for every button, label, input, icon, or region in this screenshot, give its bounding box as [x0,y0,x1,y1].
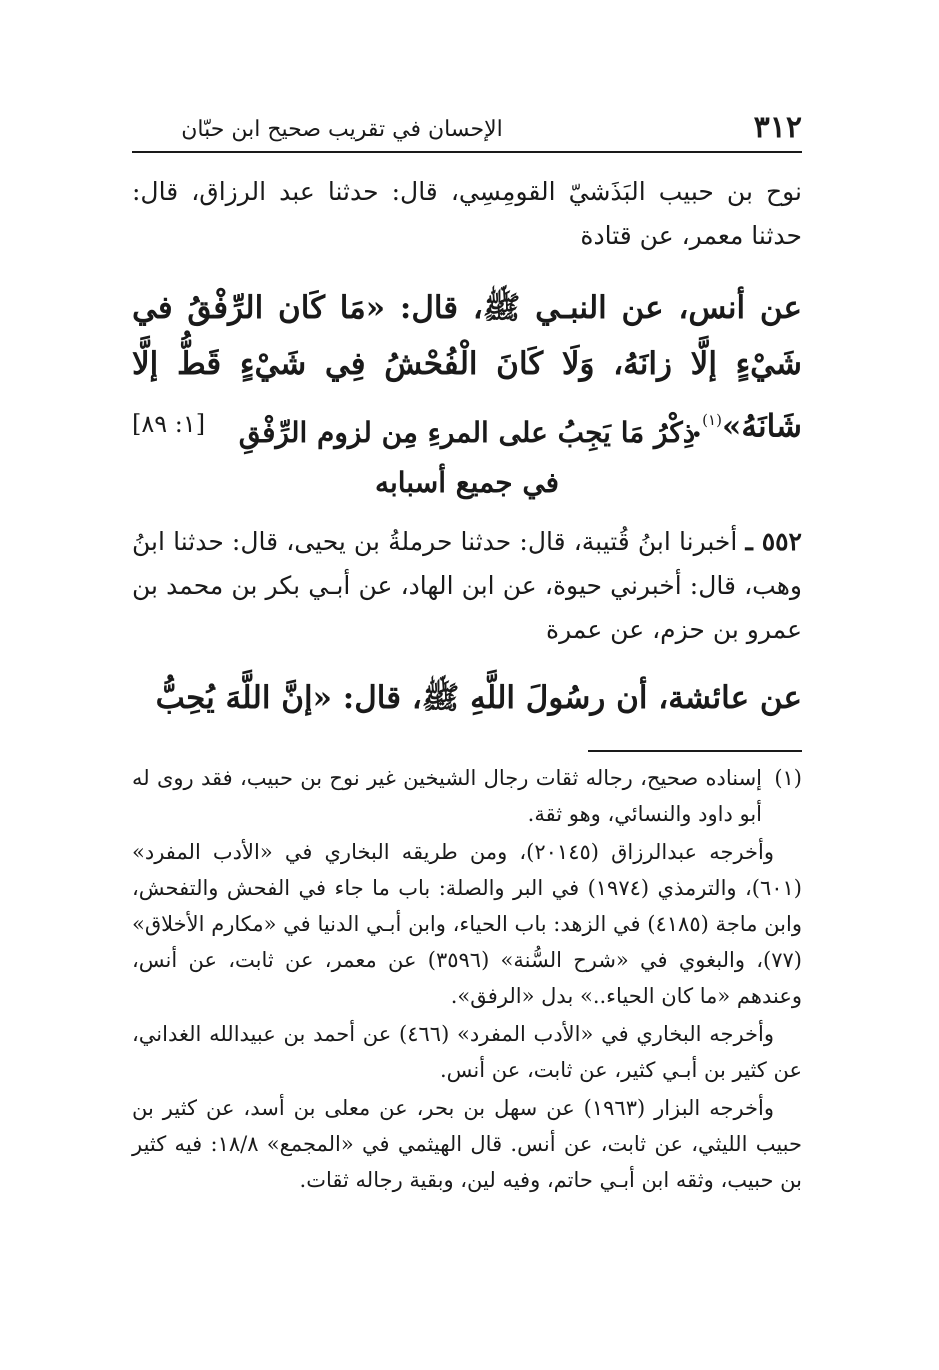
chapter-heading [132,408,802,508]
footnote-paragraph-3 [132,1016,802,1088]
footnote-marker: (١) [702,411,722,429]
page-number: ٣١٢ [753,110,802,145]
footnotes [132,760,802,1200]
hadith-552-matn [132,670,802,726]
hadith-number: ٥٥٢ ـ [745,527,802,556]
footnote-divider [588,750,802,752]
isnad-text: نوح بن حبيب البَذَشيّ القومِسِي، قال: حدثنا عبد الرزاق، قال: حدثنا معمر، عن قتادة [132,177,802,250]
matn-text: عن أنس، عن النبـي ﷺ، قال: «مَا كَان الرِّفْقُ في شَيْءٍ إلَّا زانَهُ، وَلَا كَانَ الْفُحْشُ فِي شَيْءٍ قَطُّ إلَّا شَانَهُ» [132,290,802,445]
chapter-heading-line-1: ذِكْرُ مَا يَجِبُ على المرءِ مِن لزوم الرِّفْقِ [238,416,696,449]
isnad-paragraph [132,170,802,258]
chapter-heading-line-2: في جميع أسبابه [374,466,560,499]
footnote-1-marker: (١) [774,766,802,790]
footnote-paragraph-4-text: وأخرجه البزار (١٩٦٣) عن سهل بن بحر، عن معلى بن أسد، عن كثير بن حبيب الليثي، عن ثابت، عن أنس. قال الهيثمي في «المجمع» ١٨/٨: فيه كثير بن حبيب، وثقه ابن أبـي حاتم، وفيه لين، وبقية رجاله ثقات. [132,1096,802,1192]
hadith-552-matn-text: عن عائشة، أن رسُولَ اللَّهِ ﷺ، قال: «إنَّ اللَّهَ يُحِبُّ [155,680,802,716]
page-header [132,108,802,148]
footnote-paragraph-3-text: وأخرجه البخاري في «الأدب المفرد» (٤٦٦) عن أحمد بن عبيدالله الغداني، عن كثير بن أبـي كثير، عن ثابت، عن أنس. [132,1022,802,1082]
running-title: الإحسان في تقريب صحيح ابن حبّان [181,117,503,142]
footnote-1-text: إسناده صحيح، رجاله ثقات رجال الشيخين غير نوح بن حبيب، فقد روى له أبو داود والنسائي، وهو ثقة. [132,766,762,826]
hadith-552-isnad [132,520,802,652]
footnote-paragraph-2-text: وأخرجه عبدالرزاق (٢٠١٤٥)، ومن طريقه البخاري في «الأدب المفرد» (٦٠١)، والترمذي (١٩٧٤) في البر والصلة: باب ما جاء في الفحش والتفحش، وابن ماجة (٤١٨٥) في الزهد: باب الحياء، وابن أبـي الدنيا في «مكارم الأخلاق» (٧٧)، والبغوي في «شرح السُّنة» (٣٥٩٦) عن معمر، عن ثابت، عن أنس، وعندهم «ما كان الحياء..» بدل «الرفق». [132,840,802,1008]
footnote-paragraph-2 [132,834,802,1014]
footnote-paragraph-4 [132,1090,802,1198]
footnote-1 [132,760,802,832]
hadith-reference: [١: ٨٩] [132,410,206,438]
header-divider [132,151,802,153]
hadith-552-isnad-text: أخبرنا ابنُ قُتيبة، قال: حدثنا حرملةُ بن يحيى، قال: حدثنا ابنُ وهب، قال: أخبرني حيوة، عن ابن الهاد، عن أبـي بكر بن محمد بن عمرو بن حزم، عن عمرة [132,527,802,644]
matn-end: . [691,408,703,445]
